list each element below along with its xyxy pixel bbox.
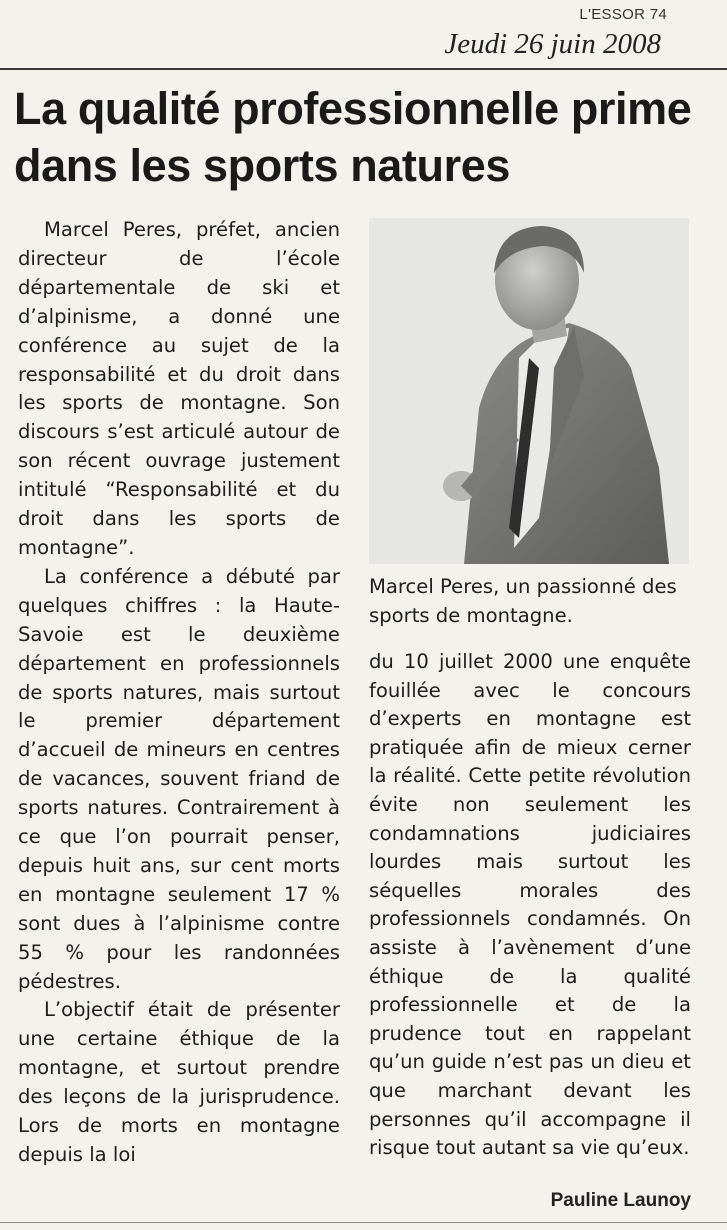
article-paragraph-2: La conférence a débuté par quelques chiffres : la Haute-Savoie est le deuxième département en professionnels de sports natures, mais surtout le premier département d’accueil de mineurs en centres de vacances, souvent friand de sports natures. Contrairement à ce que l’on pourrait penser, depuis huit ans, sur cent morts en montagne seulement 17 % sont dues à l’alpinisme contre 55 % pour les randonnées pédestres. bbox=[18, 564, 340, 993]
publication-name: L'ESSOR 74 bbox=[579, 6, 667, 23]
article-paragraph-4: du 10 juillet 2000 une enquête fouillée avec le concours d’experts en montagne est pratiquée afin de mieux cerner la réalité. Cette petite révolution évite non seulement les condamnations judiciaires lourdes mais surtout les séquelles morales des professionnels condamnés. On assiste à l’avènement d’une éthique de la qualité professionnelle et de la prudence tout en rappelant qu’un guide n’est pas un dieu et que marchant devant les personnes qu’il accompagne il risque tout autant sa vie qu’eux. bbox=[369, 650, 691, 1160]
header-rule bbox=[0, 68, 727, 70]
footer-rule bbox=[0, 1222, 727, 1223]
publication-date: Jeudi 26 juin 2008 bbox=[444, 28, 661, 60]
portrait-photo bbox=[369, 218, 689, 564]
article-column-left bbox=[18, 216, 340, 1170]
article-headline: La qualité professionnelle prime dans les sports natures bbox=[14, 83, 692, 191]
article-column-right bbox=[369, 648, 691, 1163]
author-byline: Pauline Launoy bbox=[550, 1190, 691, 1211]
article-paragraph-1: Marcel Peres, préfet, ancien directeur de l’école départementale de ski et d’alpinisme, a donné une conférence au sujet de la responsabilité et du droit dans les sports de montagne. Son discours s’est articulé autour de son récent ouvrage justement intitulé “Responsabilité et du droit dans les sports de montagne”. bbox=[18, 218, 340, 559]
article-paragraph-3: L’objectif était de présenter une certaine éthique de la montagne, et surtout prendre des leçons de la jurisprudence. Lors de morts en montagne depuis la loi bbox=[18, 998, 340, 1166]
photo-caption: Marcel Peres, un passionné des sports de montagne. bbox=[369, 575, 677, 627]
portrait-photo-image bbox=[369, 218, 689, 564]
